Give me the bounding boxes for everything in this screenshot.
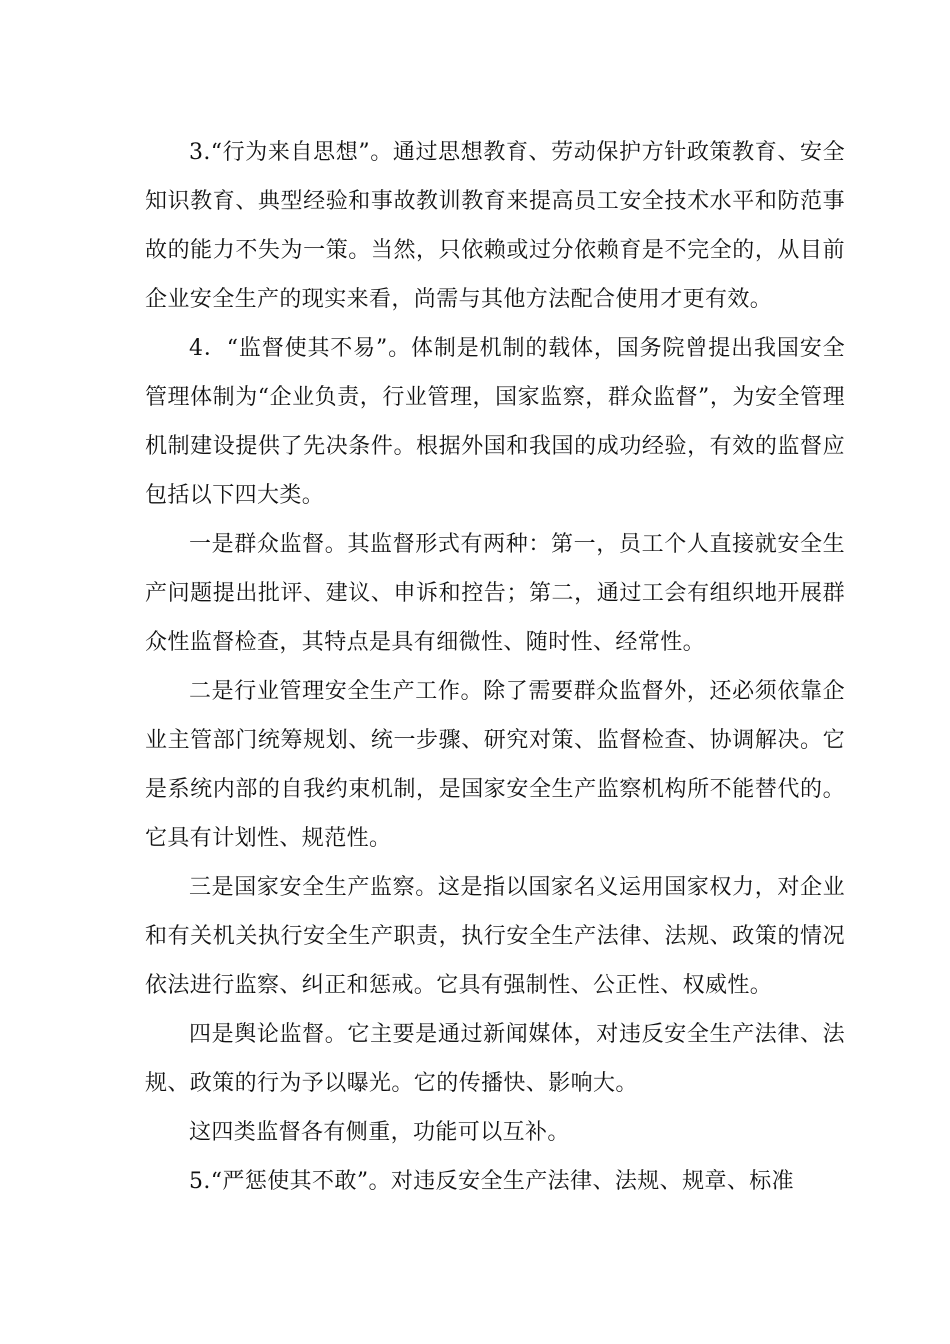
paragraph-item-5: 5.“严惩使其不敢”。对违反安全生产法律、法规、规章、标准	[189, 1169, 795, 1194]
paragraph-industry-management: 二是行业管理安全生产工作。除了需要群众监督外，还必须依靠企业主管部门统筹规划、统一步骤、研究对策、监督检查、协调解决。它是系统内部的自我约束机制，是国家安全生产监察机构所不能替代的。它具有计划性、规范性。	[145, 679, 845, 851]
paragraph-item-3: 3.“行为来自思想”。通过思想教育、劳动保护方针政策教育、安全知识教育、典型经验和事故教训教育来提高员工安全技术水平和防范事故的能力不失为一策。当然，只依赖或过分依赖育是不完全的，从目前企业安全生产的现实来看，尚需与其他方法配合使用才更有效。	[145, 140, 845, 312]
paragraph-public-supervision: 一是群众监督。其监督形式有两种：第一，员工个人直接就安全生产问题提出批评、建议、申诉和控告；第二，通过工会有组织地开展群众性监督检查，其特点是具有细微性、随时性、经常性。	[145, 532, 845, 655]
paragraph-item-4: 4．“监督使其不易”。体制是机制的载体，国务院曾提出我国安全管理体制为“企业负责，行业管理，国家监察，群众监督”，为安全管理机制建设提供了先决条件。根据外国和我国的成功经验，有效的监督应包括以下四大类。	[145, 336, 845, 508]
paragraph-state-inspection: 三是国家安全生产监察。这是指以国家名义运用国家权力，对企业和有关机关执行安全生产职责，执行安全生产法律、法规、政策的情况依法进行监察、纠正和惩戒。它具有强制性、公正性、权威性。	[145, 875, 845, 998]
paragraph-media-supervision: 四是舆论监督。它主要是通过新闻媒体，对违反安全生产法律、法规、政策的行为予以曝光。它的传播快、影响大。	[145, 1022, 845, 1096]
paragraph-summary: 这四类监督各有侧重，功能可以互补。	[189, 1120, 570, 1145]
document-body	[145, 128, 845, 1206]
